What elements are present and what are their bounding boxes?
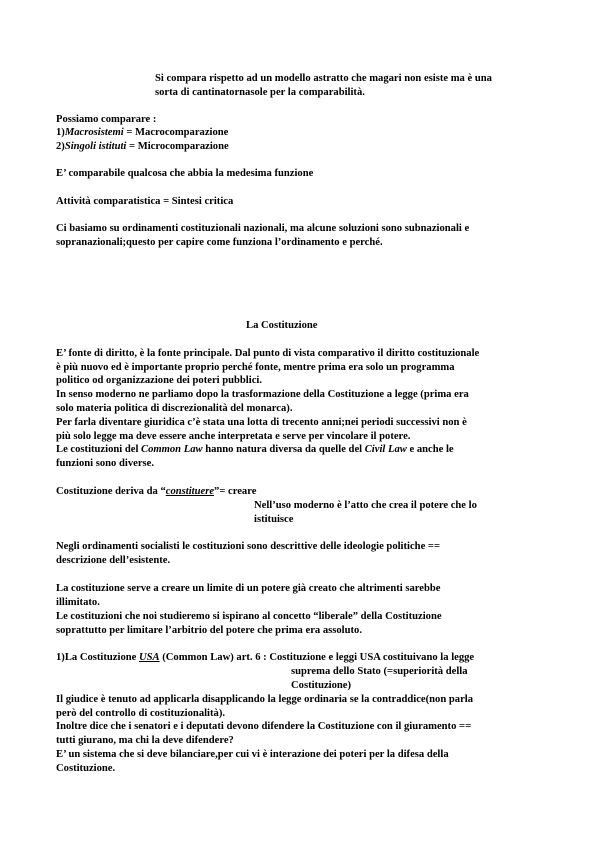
para1-line-6: Per farla diventare giuridica c’è stata una lotta di trecento anni;nei periodi successivi non è: [56, 417, 467, 428]
comparable-line: E’ comparabile qualcosa che abbia la medesima funzione: [56, 168, 314, 179]
item-term: Macrosistemi: [64, 127, 124, 138]
para1-line-4: In senso moderno ne parliamo dopo la trasformazione della Costituzione a legge (prima era: [56, 389, 469, 400]
judge-line-1: Il giudice è tenuto ad applicarla disapplicando la legge ordinaria se la contraddice(non parla: [56, 694, 474, 705]
basis-line-2: sopranazionali;questo per capire come funziona l’ordinamento e perché.: [56, 237, 383, 248]
item-number: 1): [56, 127, 65, 138]
usa-line-3: Costituzione): [291, 680, 352, 691]
limit-line-1: La costituzione serve a creare un limite di un potere già creato che altrimenti sarebbe: [56, 583, 441, 594]
para1-line-3: politico od organizzazione dei poteri pubblici.: [56, 375, 262, 386]
socialist-line-1: Negli ordinamenti socialisti le costituzioni sono descrittive delle ideologie politiche ==: [56, 541, 440, 552]
common-civil-line-1: [56, 443, 454, 456]
usa-term: USA: [138, 652, 160, 663]
compare-item-1: [56, 126, 228, 139]
judge-line-5: E’ un sistema che si deve bilanciare,per cui vi è interazione dei poteri per la difesa della: [56, 749, 449, 760]
intro-line-1: Si compara rispetto ad un modello astratto che magari non esiste ma è una: [155, 73, 492, 84]
common-civil-line-2: funzioni sono diverse.: [56, 458, 155, 469]
constituere-term: constituere: [165, 486, 215, 497]
intro-line-2: sorta di cantinatornasole per la comparabilità.: [155, 87, 365, 98]
compare-item-2: [56, 140, 229, 153]
derives-line-2: Nell’uso moderno è l’atto che crea il potere che lo: [254, 500, 477, 511]
derives-line-3: istituisce: [254, 514, 294, 525]
judge-line-4: tutti giurano, ma chi la deve difendere?: [56, 735, 234, 746]
civil-law-term: Civil Law: [364, 444, 407, 455]
para1-line-2: è più nuovo ed è importante proprio perché fonte, mentre prima era solo un programma: [56, 362, 455, 373]
item-term: Singoli istituti: [64, 141, 127, 152]
basis-line-1: Ci basiamo su ordinamenti costituzionali nazionali, ma alcune soluzioni sono subnazionali e: [56, 223, 470, 234]
item-rest: = Macrocomparazione: [123, 127, 229, 138]
text-run: Costituzione deriva da “: [56, 486, 166, 497]
section-title: La Costituzione: [246, 320, 318, 331]
text-run: 1)La Costituzione: [56, 652, 139, 663]
derives-line-1: [56, 485, 256, 498]
limit-line-4: soprattutto per limitare l’arbitrio del potere che prima era assoluto.: [56, 625, 362, 636]
common-law-term: Common Law: [141, 444, 203, 455]
judge-line-6: Costituzione.: [56, 763, 116, 774]
compare-heading: Possiamo comparare :: [56, 114, 157, 125]
limit-line-2: illimitato.: [56, 597, 100, 608]
text-run: ”= creare: [214, 486, 257, 497]
judge-line-3: Inoltre dice che i senatori e i deputati devono difendere la Costituzione con il giuramento ==: [56, 721, 472, 732]
usa-line-1: [56, 651, 474, 664]
text-run: hanno natura diversa da quelle del: [202, 444, 365, 455]
activity-line: Attività comparatistica = Sintesi critica: [56, 196, 234, 207]
para1-line-7: più solo legge ma deve essere anche interpretata e serve per vincolare il potere.: [56, 431, 411, 442]
text-run: (Common Law) art. 6 : Costituzione e leggi USA costituivano la legge: [159, 652, 475, 663]
item-rest: = Microcomparazione: [126, 141, 229, 152]
item-number: 2): [56, 141, 65, 152]
socialist-line-2: descrizione dell’esistente.: [56, 555, 171, 566]
limit-line-3: Le costituzioni che noi studieremo si ispirano al concetto “liberale” della Costituzione: [56, 611, 442, 622]
usa-line-2: suprema dello Stato (=superiorità della: [291, 666, 468, 677]
judge-line-2: però del controllo di costituzionalità).: [56, 708, 225, 719]
para1-line-5: solo materia politica di discrezionalità del monarca).: [56, 403, 293, 414]
para1-line-1: E’ fonte di diritto, è la fonte principale. Dal punto di vista comparativo il diritto costituzionale: [56, 348, 480, 359]
text-run: Le costituzioni del: [56, 444, 142, 455]
text-run: e anche le: [406, 444, 454, 455]
